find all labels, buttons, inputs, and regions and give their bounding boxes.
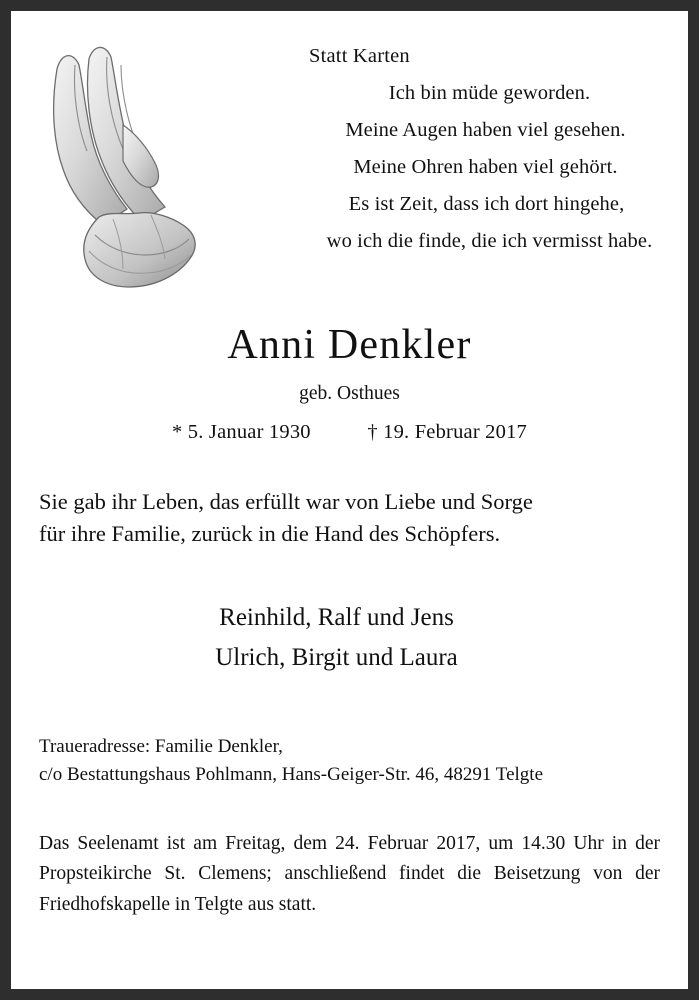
verse-line: Ich bin müde geworden. (388, 82, 591, 104)
verse-block (309, 33, 662, 253)
verse-line: Es ist Zeit, dass ich dort hingehe, (348, 193, 625, 215)
service-details: Das Seelenamt ist am Freitag, dem 24. Februar 2017, um 14.30 Uhr in der Propsteikirche St. Clemens; anschließend findet die Beisetzung von der Friedhofskapelle in Telgte aus statt. (39, 833, 660, 915)
card-inner (11, 11, 688, 989)
verse-heading: Statt Karten (309, 45, 410, 67)
birth-date: * 5. Januar 1930 (172, 421, 311, 443)
verse-line: wo ich die finde, die ich vermisst habe. (326, 230, 653, 252)
praying-hands-icon (23, 29, 208, 294)
tribute-line: für ihre Familie, zurück in die Hand des Schöpfers. (39, 520, 501, 546)
deceased-maiden-name: geb. Osthues (299, 383, 400, 404)
address-line: Traueradresse: Familie Denkler, (39, 735, 283, 757)
verse-line: Meine Augen haben viel gesehen. (345, 119, 626, 141)
verse-line: Meine Ohren haben viel gehört. (353, 156, 618, 178)
mourners-list (37, 598, 662, 679)
deceased-dates (37, 421, 662, 444)
address-line: c/o Bestattungshaus Pohlmann, Hans-Geiger-Str. 46, 48291 Telgte (39, 763, 544, 785)
deceased-block (37, 321, 662, 444)
death-date: † 19. Februar 2017 (367, 421, 527, 443)
tribute-line: Sie gab ihr Leben, das erfüllt war von Liebe und Sorge (39, 489, 533, 514)
deceased-name: Anni Denkler (227, 322, 472, 368)
condolence-address (37, 733, 662, 789)
tribute-text (37, 486, 662, 550)
mourners-line: Ulrich, Birgit und Laura (215, 644, 458, 672)
mourners-line: Reinhild, Ralf und Jens (219, 603, 454, 631)
